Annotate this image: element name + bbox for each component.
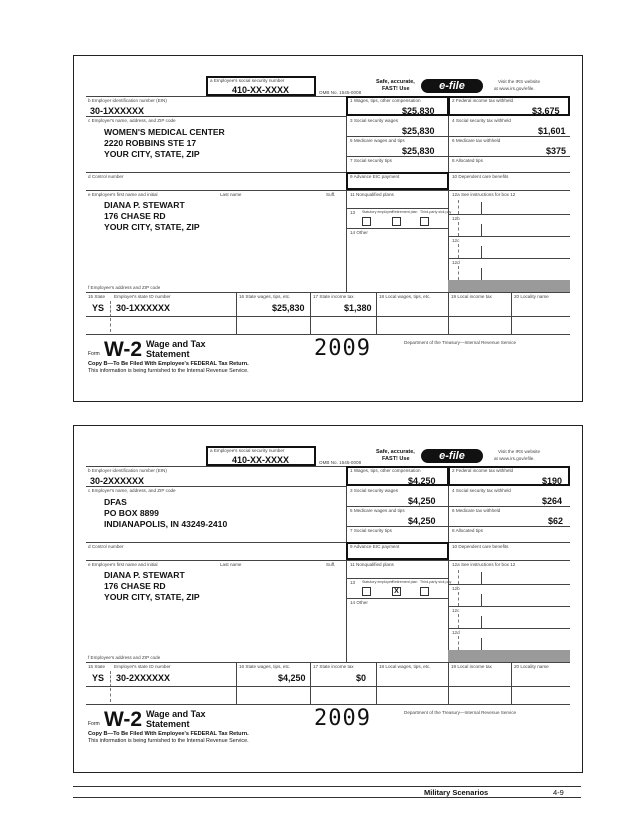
employer-street: 2220 ROBBINS STE 17 (104, 138, 197, 148)
grid-line (310, 292, 311, 334)
ein-value: 30-1XXXXXX (90, 106, 145, 116)
box9-label: 9 Advance EIC payment (350, 544, 400, 549)
omb-number: OMB No. 1545-0008 (319, 90, 362, 95)
employee-address-label: f Employee's address and ZIP code (88, 655, 161, 660)
employer-name: DFAS (104, 497, 127, 507)
state-value: YS (92, 303, 105, 313)
state-id-label: Employer's state ID number (114, 294, 171, 299)
grid-line (346, 598, 448, 599)
box6-value: $375 (546, 146, 567, 156)
box11-label: 11 Nonqualified plans (350, 562, 394, 567)
thirdparty-label: Third-party sick pay (420, 580, 452, 584)
box20-label: 20 Locality name (514, 664, 549, 669)
employee-city: YOUR CITY, STATE, ZIP (104, 222, 200, 232)
irs-visit-text: Visit the IRS website (498, 79, 541, 84)
dashed-divider (458, 570, 459, 584)
retirement-checkbox[interactable] (392, 217, 401, 226)
box12d-label: 12d (452, 260, 460, 265)
copy-b-text: Copy B—To Be Filed With Employee's FEDERAL Tax Return. (88, 361, 249, 367)
control-number-label: d Control number (88, 174, 124, 179)
tax-year: 2009 (314, 336, 371, 361)
control-number-label: d Control number (88, 544, 124, 549)
grid-line (448, 628, 570, 629)
box5-value: $4,250 (408, 516, 436, 526)
grid-line (346, 506, 570, 507)
grid-line (86, 316, 570, 317)
grid-line (346, 228, 448, 229)
w2-form (86, 446, 570, 761)
box19-label: 19 Local income tax (451, 664, 492, 669)
footer-section-title: Military Scenarios (424, 788, 489, 797)
dashed-divider (458, 266, 459, 280)
grid-line (481, 572, 482, 584)
state-value: YS (92, 673, 105, 683)
form-word: Form (88, 721, 100, 727)
state-id-value: 30-2XXXXXX (116, 673, 171, 683)
form-name: W-2 (104, 338, 143, 361)
grid-line (448, 662, 449, 704)
box8-label: 8 Allocated tips (452, 158, 483, 163)
statutory-label: Statutory employee (362, 580, 393, 584)
grid-line (481, 224, 482, 236)
box3-value: $25,830 (402, 126, 435, 136)
dashed-divider (110, 301, 111, 317)
employer-label: c Employer's name, address, and ZIP code (88, 488, 176, 493)
employer-city: YOUR CITY, STATE, ZIP (104, 149, 200, 159)
thirdparty-label: Third-party sick pay (420, 210, 452, 214)
grid-line (481, 616, 482, 628)
thirdparty-checkbox[interactable] (420, 587, 429, 596)
employer-city: INDIANAPOLIS, IN 43249-2410 (104, 519, 228, 529)
box3-label: 3 Social security wages (350, 118, 399, 123)
box20-label: 20 Locality name (514, 294, 549, 299)
grid-line (481, 638, 482, 650)
box12c-label: 12c (452, 608, 460, 613)
grid-line (448, 606, 570, 607)
employee-name: DIANA P. STEWART (104, 570, 185, 580)
box12a-label: 12a See instructions for box 12 (452, 562, 516, 567)
ein-label: b Employer identification number (EIN) (88, 98, 167, 103)
box5-label: 5 Medicare wages and tips (350, 508, 405, 513)
grid-line (448, 96, 449, 292)
department-text: Department of the Treasury—Internal Revenue Service (404, 340, 517, 345)
omb-number: OMB No. 1545-0008 (319, 460, 362, 465)
box4-label: 4 Social security tax withheld (452, 118, 511, 123)
box1-label: 1 Wages, tips, other compensation (350, 98, 421, 103)
grid-line (448, 236, 570, 237)
safe-text: Safe, accurate, (376, 449, 415, 455)
ssn-label: a Employee's social security number (210, 448, 285, 453)
box17-value: $0 (356, 673, 367, 683)
grid-line (346, 156, 570, 157)
grid-line (86, 292, 570, 293)
statutory-label: Statutory employee (362, 210, 393, 214)
statutory-checkbox[interactable] (362, 587, 371, 596)
efile-logo: e-file (421, 79, 483, 93)
w2-panel-2 (73, 425, 583, 773)
grid-line (448, 466, 449, 662)
box9-label: 9 Advance EIC payment (350, 174, 400, 179)
box18-label: 18 Local wages, tips, etc. (379, 294, 431, 299)
statutory-checkbox[interactable] (362, 217, 371, 226)
grid-line (481, 594, 482, 606)
fast-text: FAST! Use (382, 456, 410, 462)
dashed-divider (110, 671, 111, 687)
fast-text: FAST! Use (382, 86, 410, 92)
dashed-divider (458, 200, 459, 214)
grid-line (86, 334, 570, 335)
department-text: Department of the Treasury—Internal Revenue Service (404, 710, 517, 715)
irs-url-text: at www.irs.gov/efile. (494, 86, 535, 91)
grid-line (346, 466, 347, 662)
w2-panel-1 (73, 55, 583, 402)
box6-label: 6 Medicare tax withheld (452, 138, 501, 143)
grid-line (310, 662, 311, 704)
box12a-label: 12a See instructions for box 12 (452, 192, 516, 197)
last-name-label: Last name (220, 192, 242, 197)
box2-label: 2 Federal income tax withheld (452, 98, 514, 103)
ein-label: b Employer identification number (EIN) (88, 468, 167, 473)
form-word: Form (88, 351, 100, 357)
grid-line (86, 542, 570, 543)
box17-label: 17 State income tax (313, 664, 354, 669)
employer-street: PO BOX 8899 (104, 508, 159, 518)
ssn-label: a Employee's social security number (210, 78, 285, 83)
efile-logo: e-file (421, 449, 483, 463)
dashed-divider (110, 688, 111, 702)
grid-line (481, 246, 482, 258)
box11-label: 11 Nonqualified plans (350, 192, 394, 197)
retirement-checkbox[interactable]: X (392, 587, 401, 596)
state-id-value: 30-1XXXXXX (116, 303, 171, 313)
box3-value: $4,250 (408, 496, 436, 506)
dashed-divider (458, 222, 459, 236)
safe-text: Safe, accurate, (376, 79, 415, 85)
box2-label: 2 Federal income tax withheld (452, 468, 514, 473)
box7-label: 7 Social security tips (350, 528, 392, 533)
retirement-label: Retirement plan (392, 210, 418, 214)
box17-label: 17 State income tax (313, 294, 354, 299)
grid-line (86, 704, 570, 705)
box6-label: 6 Medicare tax withheld (452, 508, 501, 513)
grid-line (346, 526, 570, 527)
tax-year: 2009 (314, 706, 371, 731)
box5-label: 5 Medicare wages and tips (350, 138, 405, 143)
box16-value: $25,830 (272, 303, 305, 313)
box12c-label: 12c (452, 238, 460, 243)
box12d-label: 12d (452, 630, 460, 635)
grid-line (481, 202, 482, 214)
grid-line (511, 662, 512, 704)
employee-street: 176 CHASE RD (104, 211, 166, 221)
grid-line (376, 292, 377, 334)
dashed-divider (458, 244, 459, 258)
copy-b-text: Copy B—To Be Filed With Employee's FEDERAL Tax Return. (88, 731, 249, 737)
box18-label: 18 Local wages, tips, etc. (379, 664, 431, 669)
ssn-value: 410-XX-XXXX (232, 455, 290, 465)
footer-rule-bottom (73, 797, 581, 798)
footer-page-number: 4-9 (553, 788, 564, 797)
grid-line (376, 662, 377, 704)
grid-line (236, 292, 237, 334)
shaded-area (448, 650, 570, 662)
grid-line (86, 686, 570, 687)
retirement-label: Retirement plan (392, 580, 418, 584)
grid-line (236, 662, 237, 704)
employer-name: WOMEN'S MEDICAL CENTER (104, 127, 225, 137)
grid-line (448, 292, 449, 334)
box2-value: $190 (542, 476, 563, 486)
box1-label: 1 Wages, tips, other compensation (350, 468, 421, 473)
footer-rule-top (73, 786, 581, 787)
box15-label: 15 State (88, 664, 106, 669)
form-title-line2: Statement (146, 349, 190, 359)
dashed-divider (458, 614, 459, 628)
grid-line (511, 292, 512, 334)
box16-label: 16 State wages, tips, etc. (239, 664, 291, 669)
irs-visit-text: Visit the IRS website (498, 449, 541, 454)
ssn-value: 410-XX-XXXX (232, 85, 290, 95)
grid-line (346, 578, 448, 579)
dashed-divider (458, 636, 459, 650)
form-title-line1: Wage and Tax (146, 339, 206, 349)
box17-value: $1,380 (344, 303, 372, 313)
grid-line (86, 560, 570, 561)
state-id-label: Employer's state ID number (114, 664, 171, 669)
box14-label: 14 Other (350, 600, 368, 605)
box5-value: $25,830 (402, 146, 435, 156)
grid-line (86, 486, 346, 487)
box16-value: $4,250 (278, 673, 306, 683)
suffix-label: Suff. (326, 192, 336, 197)
last-name-label: Last name (220, 562, 242, 567)
box10-label: 10 Dependent care benefits (452, 174, 509, 179)
suffix-label: Suff. (326, 562, 336, 567)
box7-label: 7 Social security tips (350, 158, 392, 163)
grid-line (346, 136, 570, 137)
box13-label: 13 (350, 580, 356, 585)
grid-line (481, 268, 482, 280)
employee-name: DIANA P. STEWART (104, 200, 185, 210)
grid-line (86, 116, 346, 117)
dashed-divider (110, 318, 111, 332)
grid-line (448, 214, 570, 215)
box13-label: 13 (350, 210, 356, 215)
box2-value: $3,675 (532, 106, 560, 116)
irs-url-text: at www.irs.gov/efile. (494, 456, 535, 461)
grid-line (346, 208, 448, 209)
employee-name-label: e Employee's first name and initial (88, 562, 158, 567)
ein-value: 30-2XXXXXX (90, 476, 145, 486)
dashed-divider (458, 592, 459, 606)
form-title-line2: Statement (146, 719, 190, 729)
box14-label: 14 Other (350, 230, 368, 235)
box4-label: 4 Social security tax withheld (452, 488, 511, 493)
box4-value: $264 (542, 496, 563, 506)
employee-address-label: f Employee's address and ZIP code (88, 285, 161, 290)
grid-line (86, 190, 570, 191)
grid-line (86, 662, 570, 663)
w2-form (86, 76, 570, 391)
grid-line (346, 96, 347, 292)
employee-city: YOUR CITY, STATE, ZIP (104, 592, 200, 602)
shaded-area (448, 280, 570, 292)
grid-line (448, 258, 570, 259)
grid-line (86, 172, 570, 173)
box12b-label: 12b (452, 586, 460, 591)
box19-label: 19 Local income tax (451, 294, 492, 299)
copy-b-note: This information is being furnished to the Internal Revenue Service. (88, 368, 249, 374)
box3-label: 3 Social security wages (350, 488, 399, 493)
form-name: W-2 (104, 708, 143, 731)
box15-label: 15 State (88, 294, 106, 299)
copy-b-note: This information is being furnished to the Internal Revenue Service. (88, 738, 249, 744)
box10-label: 10 Dependent care benefits (452, 544, 509, 549)
thirdparty-checkbox[interactable] (420, 217, 429, 226)
box6-value: $62 (548, 516, 564, 526)
employer-label: c Employer's name, address, and ZIP code (88, 118, 176, 123)
box1-value: $25,830 (402, 106, 435, 116)
employee-street: 176 CHASE RD (104, 581, 166, 591)
box1-value: $4,250 (408, 476, 436, 486)
box12b-label: 12b (452, 216, 460, 221)
grid-line (448, 584, 570, 585)
box16-label: 16 State wages, tips, etc. (239, 294, 291, 299)
box4-value: $1,601 (538, 126, 566, 136)
box8-label: 8 Allocated tips (452, 528, 483, 533)
employee-name-label: e Employee's first name and initial (88, 192, 158, 197)
form-title-line1: Wage and Tax (146, 709, 206, 719)
